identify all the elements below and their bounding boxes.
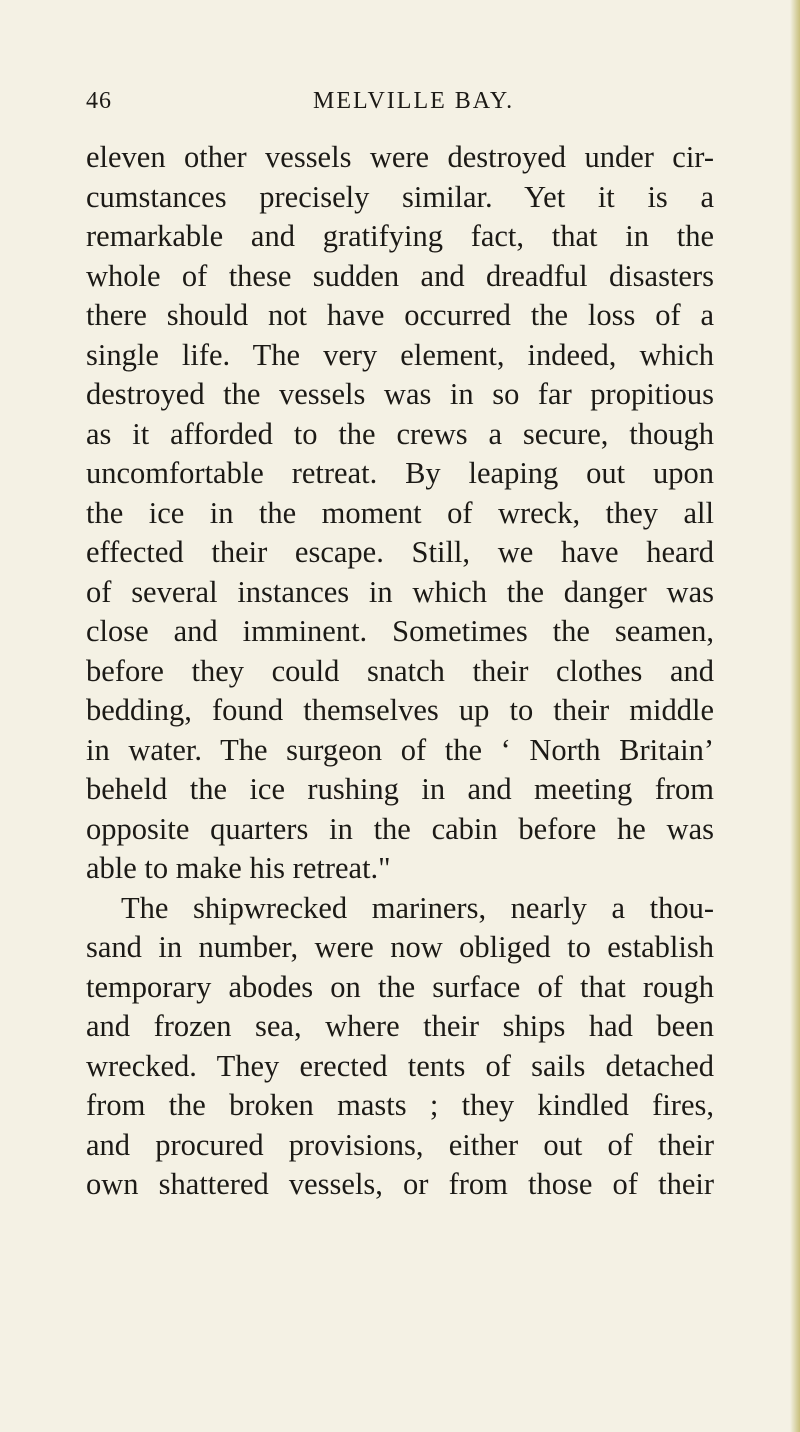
text-line: in water. The surgeon of the ‘ North Britain’ xyxy=(86,732,714,767)
text-line: before they could snatch their clothes and xyxy=(86,653,714,688)
text-line: beheld the ice rushing in and meeting from xyxy=(86,772,714,806)
body-text xyxy=(86,138,714,1205)
text-line: there should not have occurred the loss of a xyxy=(86,298,714,332)
page-edge xyxy=(790,0,800,1432)
text-line: of several instances in which the danger was xyxy=(86,574,714,609)
text-line: and frozen sea, where their ships had been xyxy=(86,1009,714,1043)
text-line: close and imminent. Sometimes the seamen, xyxy=(86,614,714,648)
running-head xyxy=(86,88,706,124)
text-line: whole of these sudden and dreadful disasters xyxy=(86,258,714,293)
text-line: single life. The very element, indeed, which xyxy=(86,337,714,372)
text-line: uncomfortable retreat. By leaping out upon xyxy=(86,456,714,490)
running-title: MELVILLE BAY. xyxy=(313,88,515,114)
text-line: and procured provisions, either out of their xyxy=(86,1127,714,1162)
text-line: as it afforded to the crews a secure, though xyxy=(86,416,714,451)
text-line: wrecked. They erected tents of sails detached xyxy=(86,1048,714,1083)
text-line: the ice in the moment of wreck, they all xyxy=(86,495,714,530)
text-line: destroyed the vessels was in so far propitious xyxy=(86,377,714,411)
text-line: own shattered vessels, or from those of their xyxy=(86,1167,714,1201)
text-line: able to make his retreat." xyxy=(86,851,391,885)
text-line: The shipwrecked mariners, nearly a thou- xyxy=(121,890,714,925)
text-line: eleven other vessels were destroyed under cir- xyxy=(86,140,714,174)
text-line: cumstances precisely similar. Yet it is a xyxy=(86,179,714,214)
text-line: sand in number, were now obliged to establish xyxy=(86,930,714,964)
text-line: from the broken masts ; they kindled fires, xyxy=(86,1088,714,1122)
text-line: bedding, found themselves up to their middle xyxy=(86,693,714,727)
text-line: remarkable and gratifying fact, that in the xyxy=(86,219,714,253)
text-line: temporary abodes on the surface of that rough xyxy=(86,969,714,1004)
page-number: 46 xyxy=(86,88,112,114)
text-line: effected their escape. Still, we have heard xyxy=(86,535,714,569)
text-line: opposite quarters in the cabin before he was xyxy=(86,811,714,846)
